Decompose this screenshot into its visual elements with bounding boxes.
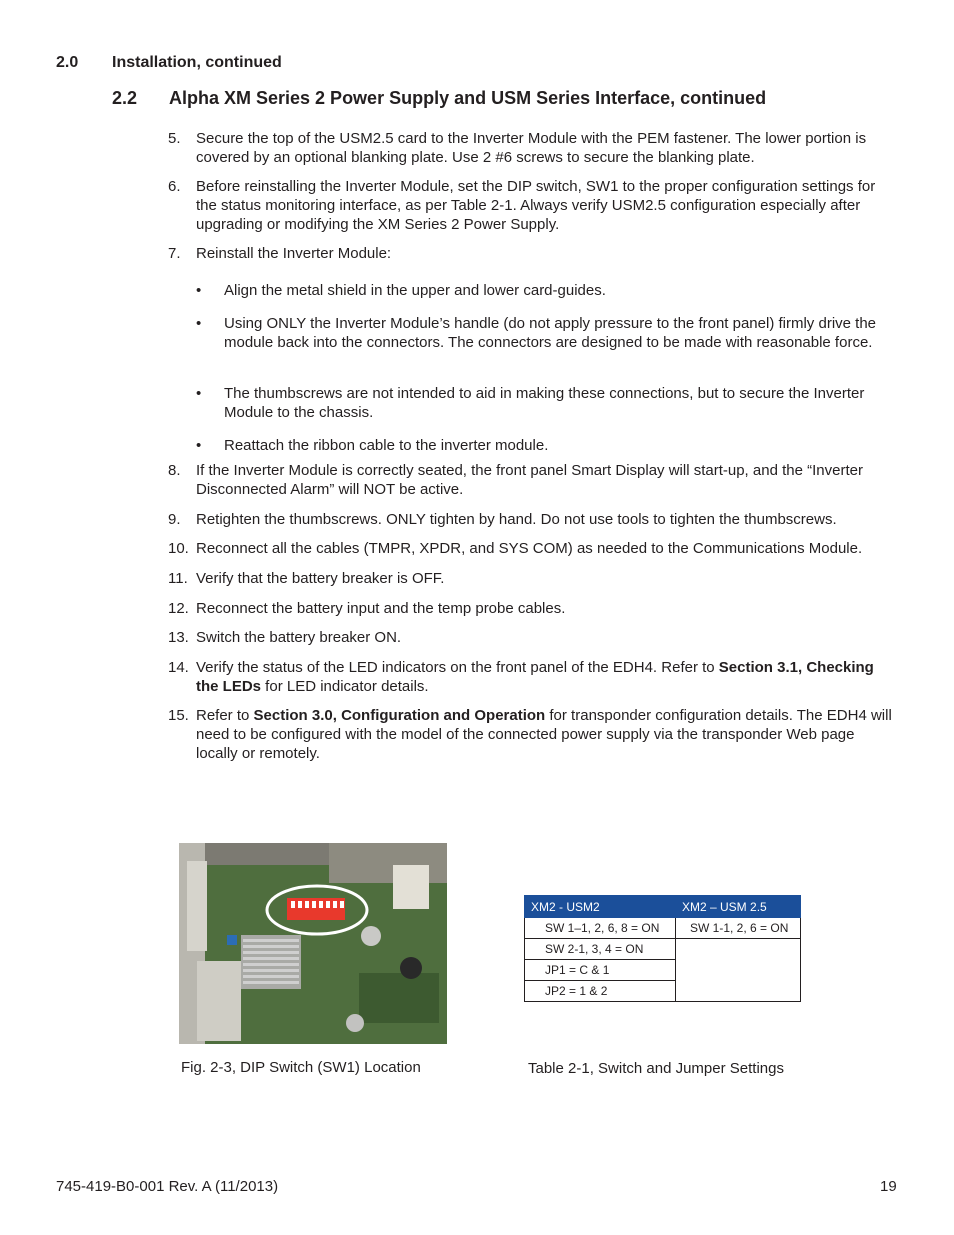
- step-text: If the Inverter Module is correctly seated, the front panel Smart Display will start-up, and the “Inverter Disconnected Alarm” will NOT be active.: [196, 462, 863, 498]
- table-header: XM2 – USM 2.5: [676, 896, 801, 918]
- circuit-board-illustration: [179, 843, 447, 1044]
- table-header: XM2 - USM2: [525, 896, 676, 918]
- step-text: [196, 706, 898, 763]
- step-5: [168, 129, 898, 167]
- table-cell: JP2 = 1 & 2: [525, 981, 676, 1002]
- bullet-text: Reattach the ribbon cable to the inverter module.: [224, 437, 549, 454]
- table-cell-empty: [676, 939, 801, 1002]
- table-cell: JP1 = C & 1: [525, 960, 676, 981]
- figure-caption: Fig. 2-3, DIP Switch (SW1) Location: [181, 1059, 421, 1076]
- bullet-dot: •: [196, 385, 202, 402]
- step-text: Before reinstalling the Inverter Module, set the DIP switch, SW1 to the proper configuration settings for the status monitoring interface, as per Table 2-1. Always verify USM2.5 configuration especially after upgrading or modifying the XM Series 2 Power Supply.: [196, 178, 876, 233]
- step-9: [168, 510, 898, 529]
- step-number: 6.: [168, 178, 181, 195]
- step-text: Reconnect all the cables (TMPR, XPDR, and SYS COM) as needed to the Communications Module.: [196, 540, 863, 557]
- step-number: 9.: [168, 511, 181, 528]
- table-caption: Table 2-1, Switch and Jumper Settings: [528, 1060, 784, 1077]
- step-text-part: for LED indicator details.: [261, 678, 429, 695]
- step-text-part: for transponder configuration details. The EDH4 will need to be configured with the model of the connected power supply via the transponder Web page locally or remotely.: [196, 707, 892, 762]
- table-cell: SW 1–1, 2, 6, 8 = ON: [525, 918, 676, 939]
- step-text: Secure the top of the USM2.5 card to the Inverter Module with the PEM fastener. The lower portion is covered by an optional blanking plate. Use 2 #6 screws to secure the blanking plate.: [196, 130, 867, 166]
- step-7: [168, 244, 898, 263]
- step-text-part: Verify the status of the LED indicators on the front panel of the EDH4. Refer to: [196, 659, 719, 676]
- step-12: [168, 599, 898, 618]
- step-text: Verify that the battery breaker is OFF.: [196, 570, 445, 587]
- table-cell: SW 2-1, 3, 4 = ON: [525, 939, 676, 960]
- table-cell: SW 1-1, 2, 6 = ON: [676, 918, 801, 939]
- table-row: [525, 939, 801, 960]
- subsection-title: Alpha XM Series 2 Power Supply and USM Series Interface, continued: [169, 88, 767, 108]
- step-15: [168, 706, 898, 763]
- bullet-dot: •: [196, 315, 202, 332]
- page-number: 19: [880, 1178, 897, 1195]
- bullet-dot: •: [196, 437, 202, 454]
- step-8: [168, 461, 898, 499]
- cross-reference: Section 3.0, Configuration and Operation: [253, 707, 546, 724]
- step-text: Retighten the thumbscrews. ONLY tighten by hand. Do not use tools to tighten the thumbscrews.: [196, 511, 837, 528]
- step-number: 11.: [168, 570, 188, 587]
- step-text-part: Refer to: [196, 707, 254, 724]
- step-10: [168, 539, 898, 558]
- bullet-dot: •: [196, 282, 202, 299]
- step-number: 12.: [168, 600, 189, 617]
- table-row: [525, 918, 801, 939]
- step-number: 14.: [168, 659, 189, 676]
- bullet-3: [196, 384, 896, 422]
- bullet-text: The thumbscrews are not intended to aid in making these connections, but to secure the Inverter Module to the chassis.: [224, 385, 865, 421]
- step-11: [168, 569, 898, 588]
- section-title: Installation, continued: [112, 54, 282, 71]
- bullet-2: [196, 314, 896, 352]
- table-header-row: [525, 896, 801, 918]
- step-text: Reinstall the Inverter Module:: [196, 245, 392, 262]
- bullet-text: Align the metal shield in the upper and lower card-guides.: [224, 282, 606, 299]
- step-13: [168, 628, 898, 647]
- dip-switch-photo: [179, 843, 447, 1044]
- step-number: 8.: [168, 462, 181, 479]
- step-text: [196, 658, 898, 696]
- document-number: 745-419-B0-001 Rev. A (11/2013): [56, 1178, 279, 1195]
- step-number: 15.: [168, 707, 189, 724]
- bullet-1: [196, 281, 896, 300]
- bullet-text: Using ONLY the Inverter Module’s handle (do not apply pressure to the front panel) firmly drive the module back into the connectors. The connectors are designed to be made with reasonable force.: [224, 315, 877, 351]
- bullet-4: [196, 436, 896, 455]
- step-number: 5.: [168, 130, 181, 147]
- section-number: 2.0: [56, 54, 79, 71]
- step-6: [168, 177, 898, 234]
- cross-reference: Section 3.1, Checking the LEDs: [196, 659, 874, 695]
- settings-table: [524, 895, 801, 1002]
- step-number: 7.: [168, 245, 181, 262]
- step-number: 13.: [168, 629, 189, 646]
- step-14: [168, 658, 898, 696]
- subsection-number: 2.2: [112, 88, 138, 108]
- step-text: Switch the battery breaker ON.: [196, 629, 402, 646]
- step-text: Reconnect the battery input and the temp probe cables.: [196, 600, 566, 617]
- step-number: 10.: [168, 540, 189, 557]
